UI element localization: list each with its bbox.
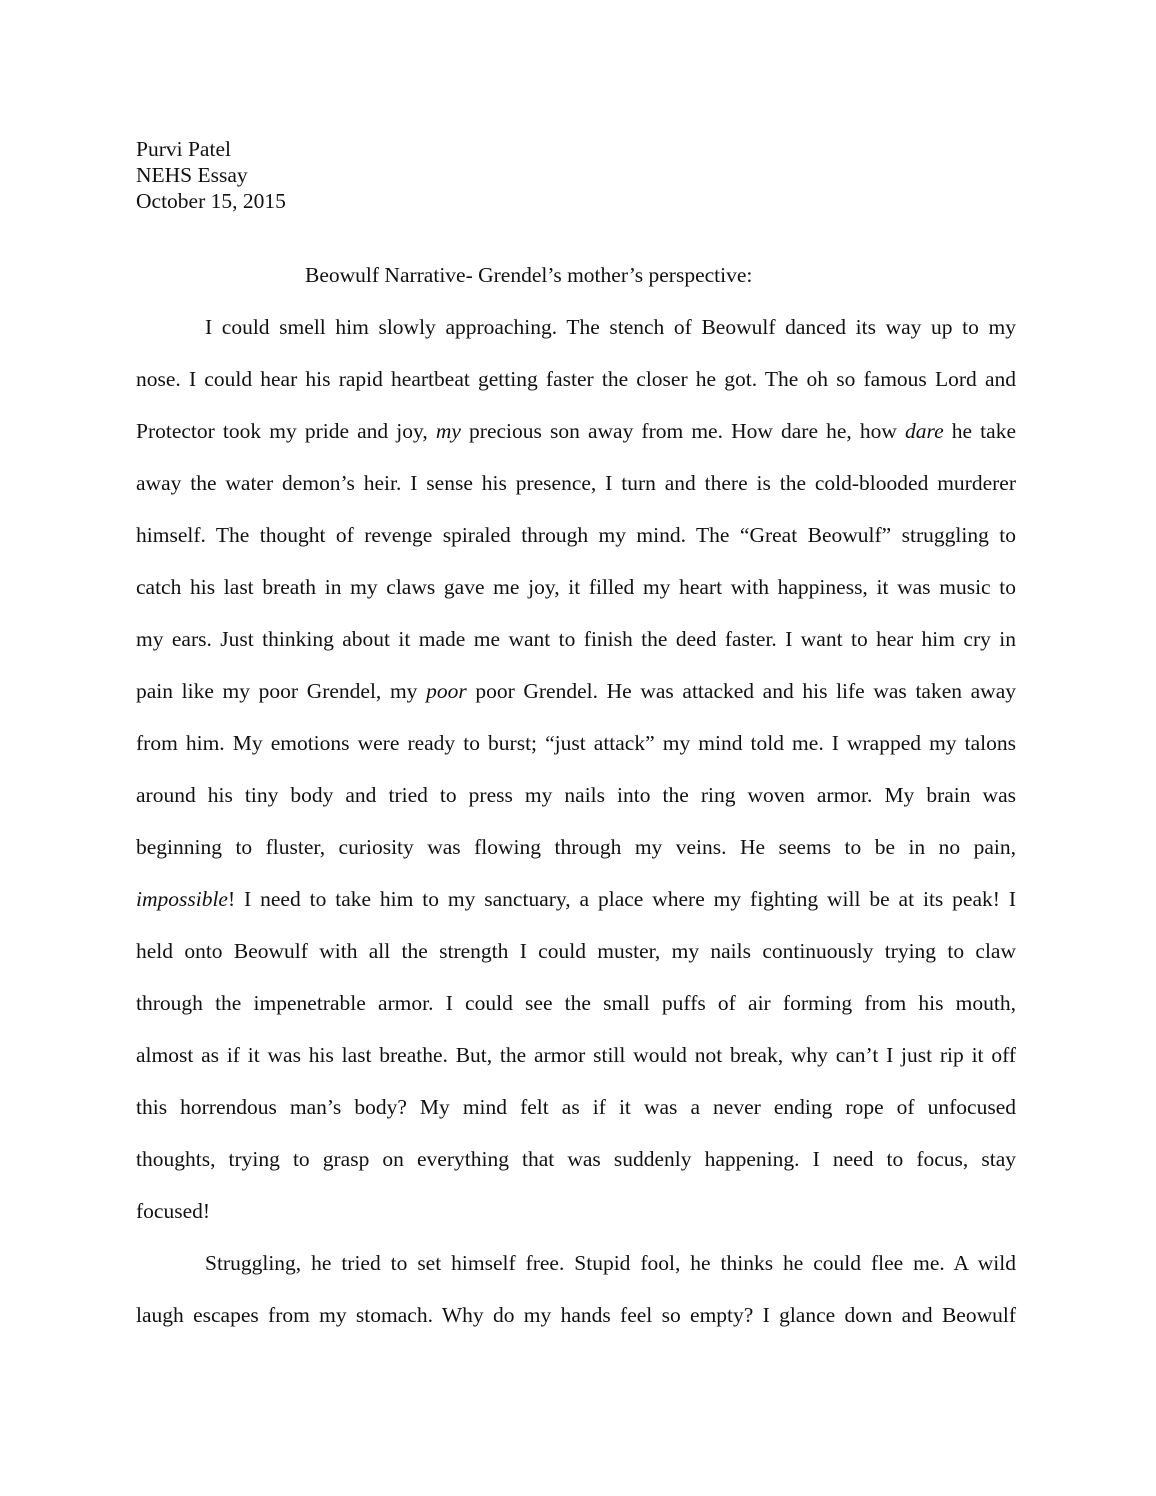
body-line: beginning to fluster, curiosity was flowing through my veins. He seems to be in no pain, [136, 835, 1016, 859]
body-line: himself. The thought of revenge spiraled through my mind. The “Great Beowulf” struggling to [136, 523, 1016, 547]
body-line: catch his last breath in my claws gave me joy, it filled my heart with happiness, it was music to [136, 575, 1016, 599]
body-line: I could smell him slowly approaching. The stench of Beowulf danced its way up to my [205, 315, 1016, 339]
body-line: away the water demon’s heir. I sense his presence, I turn and there is the cold-blooded murderer [136, 471, 1016, 495]
course-name: NEHS Essay [136, 163, 248, 187]
body-line: through the impenetrable armor. I could see the small puffs of air forming from his mouth, [136, 991, 1016, 1015]
essay-title: Beowulf Narrative- Grendel’s mother’s perspective: [305, 263, 753, 287]
essay-body [136, 314, 1016, 1354]
author-name: Purvi Patel [136, 137, 231, 161]
body-line: my ears. Just thinking about it made me want to finish the deed faster. I want to hear him cry in [136, 627, 1016, 651]
body-line: Struggling, he tried to set himself free. Stupid fool, he thinks he could flee me. A wild [205, 1251, 1016, 1275]
body-line: Protector took my pride and joy, my precious son away from me. How dare he, how dare he take [136, 419, 1016, 443]
body-line: almost as if it was his last breathe. But, the armor still would not break, why can’t I just rip it off [136, 1043, 1016, 1067]
body-line: around his tiny body and tried to press my nails into the ring woven armor. My brain was [136, 783, 1016, 807]
emphasis-text: dare [905, 419, 944, 443]
body-line: focused! [136, 1199, 211, 1223]
emphasis-text: impossible [136, 887, 228, 911]
body-line: pain like my poor Grendel, my poor poor Grendel. He was attacked and his life was taken away [136, 679, 1016, 703]
body-line: from him. My emotions were ready to burst; “just attack” my mind told me. I wrapped my talons [136, 731, 1016, 755]
essay-date: October 15, 2015 [136, 189, 286, 213]
body-line: nose. I could hear his rapid heartbeat getting faster the closer he got. The oh so famous Lord and [136, 367, 1016, 391]
body-line: impossible! I need to take him to my sanctuary, a place where my fighting will be at its peak! I [136, 887, 1016, 911]
body-line: thoughts, trying to grasp on everything that was suddenly happening. I need to focus, stay [136, 1147, 1016, 1171]
emphasis-text: my [435, 419, 461, 443]
essay-header [136, 136, 286, 214]
body-line: held onto Beowulf with all the strength I could muster, my nails continuously trying to claw [136, 939, 1016, 963]
body-line: laugh escapes from my stomach. Why do my hands feel so empty? I glance down and Beowulf [136, 1303, 1016, 1327]
emphasis-text: poor [426, 679, 467, 703]
body-line: this horrendous man’s body? My mind felt as if it was a never ending rope of unfocused [136, 1095, 1016, 1119]
